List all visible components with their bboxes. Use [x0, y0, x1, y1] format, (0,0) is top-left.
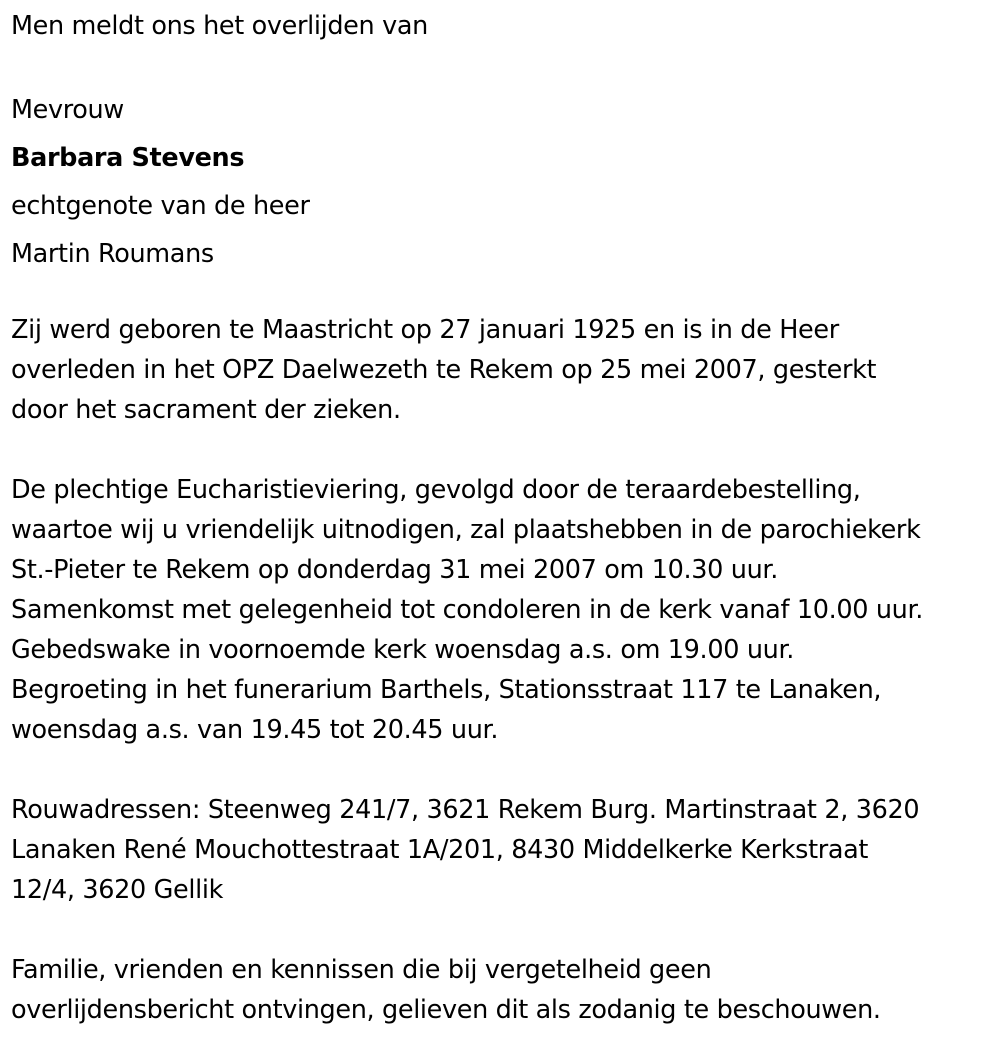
- paragraph-line: door het sacrament der zieken.: [11, 395, 401, 425]
- deceased-name: Barbara Stevens: [11, 143, 245, 173]
- paragraph-line: Rouwadressen: Steenweg 241/7, 3621 Rekem Burg. Martinstraat 2, 3620: [11, 795, 920, 825]
- paragraph-line: Samenkomst met gelegenheid tot condoleren in de kerk vanaf 10.00 uur.: [11, 595, 924, 625]
- paragraph-line: Familie, vrienden en kennissen die bij vergetelheid geen: [11, 955, 712, 985]
- relation-text: echtgenote van de heer: [11, 191, 310, 221]
- birth-death-paragraph: [11, 310, 876, 430]
- paragraph-line: Begroeting in het funerarium Barthels, Stationsstraat 117 te Lanaken,: [11, 675, 882, 705]
- paragraph-line: 12/4, 3620 Gellik: [11, 875, 223, 905]
- paragraph-line: overleden in het OPZ Daelwezeth te Rekem op 25 mei 2007, gesterkt: [11, 355, 877, 385]
- intro-text: Men meldt ons het overlijden van: [11, 11, 428, 41]
- paragraph-line: waartoe wij u vriendelijk uitnodigen, zal plaatshebben in de parochiekerk: [11, 515, 921, 545]
- honorific: Mevrouw: [11, 95, 124, 125]
- paragraph-line: St.-Pieter te Rekem op donderdag 31 mei 2007 om 10.30 uur.: [11, 555, 778, 585]
- service-paragraph: [11, 470, 923, 750]
- paragraph-line: De plechtige Eucharistieviering, gevolgd door de teraardebestelling,: [11, 475, 861, 505]
- paragraph-line: Gebedswake in voornoemde kerk woensdag a.s. om 19.00 uur.: [11, 635, 794, 665]
- addresses-paragraph: [11, 790, 919, 910]
- paragraph-line: woensdag a.s. van 19.45 tot 20.45 uur.: [11, 715, 499, 745]
- closing-paragraph: [11, 950, 881, 1030]
- paragraph-line: Zij werd geboren te Maastricht op 27 januari 1925 en is in de Heer: [11, 315, 839, 345]
- intro-paragraph: [11, 6, 428, 46]
- spouse-name: Martin Roumans: [11, 239, 214, 269]
- paragraph-line: overlijdensbericht ontvingen, gelieven dit als zodanig te beschouwen.: [11, 995, 881, 1025]
- deceased-name-block: [11, 86, 310, 278]
- paragraph-line: Lanaken René Mouchottestraat 1A/201, 8430 Middelkerke Kerkstraat: [11, 835, 869, 865]
